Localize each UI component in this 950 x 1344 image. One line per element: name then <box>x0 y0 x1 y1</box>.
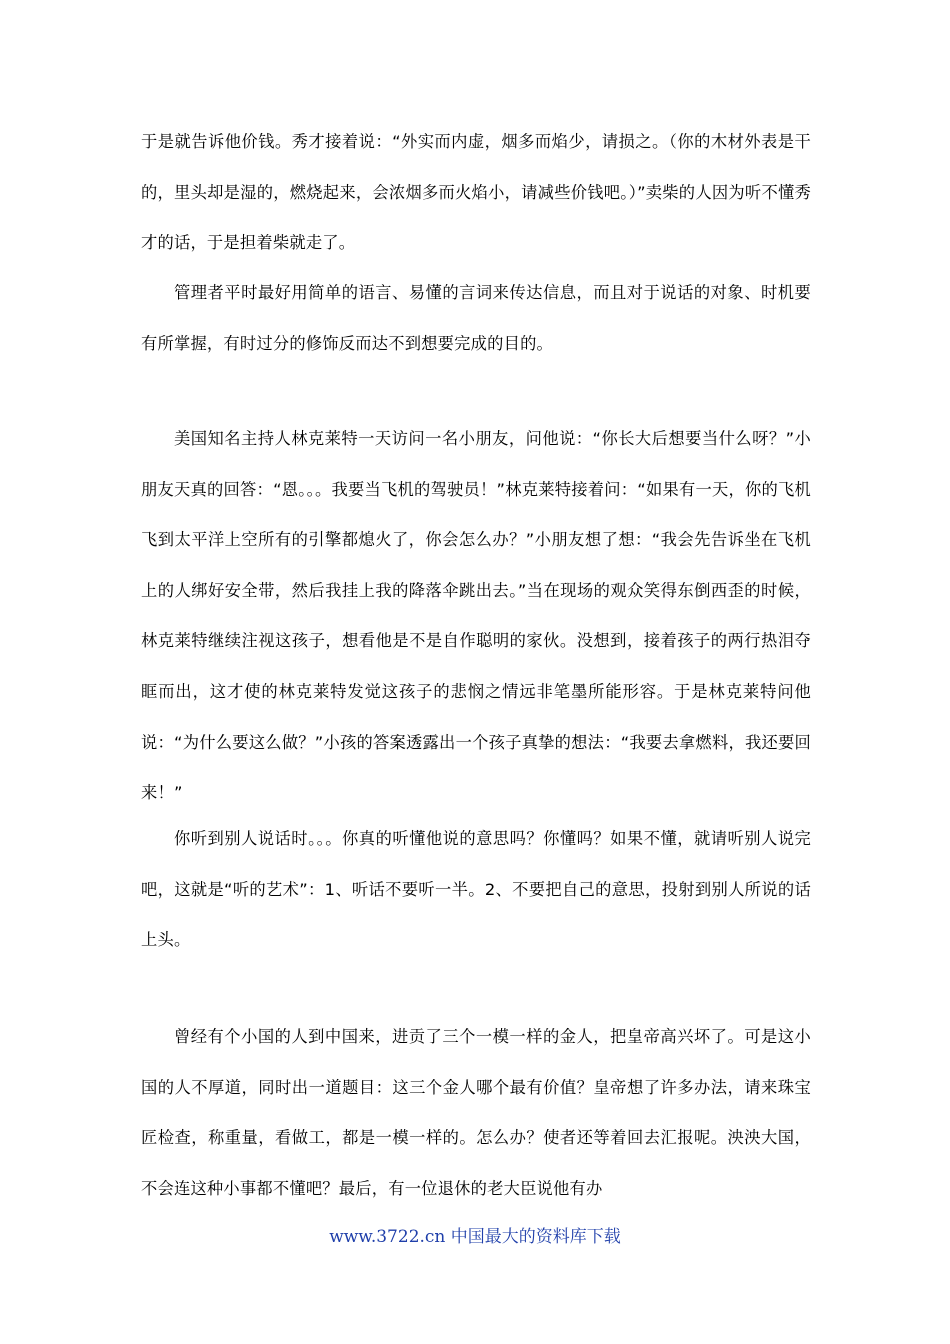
footer-url-link[interactable]: www.3722.cn <box>329 1227 446 1247</box>
paragraph-3: 美国知名主持人林克莱特一天访问一名小朋友，问他说：“你长大后想要当什么呀？”小朋友天真的回答：“恩。。。我要当飞机的驾驶员！”林克莱特接着问：“如果有一天，你的飞机飞到太平洋上空所有的引擎都熄火了，你会怎么办？”小朋友想了想：“我会先告诉坐在飞机上的人绑好安全带，然后我挂上我的降落伞跳出去。”当在现场的观众笑得东倒西歪的时候，林克莱特继续注视这孩子，想看他是不是自作聪明的家伙。没想到，接着孩子的两行热泪夺眶而出，这才使的林克莱特发觉这孩子的悲悯之情远非笔墨所能形容。于是林克莱特问他说：“为什么要这么做？”小孩的答案透露出一个孩子真挚的想法：“我要去拿燃料，我还要回来！” <box>141 429 811 803</box>
paragraph-2: 管理者平时最好用简单的语言、易懂的言词来传达信息，而且对于说话的对象、时机要有所掌握，有时过分的修饰反而达不到想要完成的目的。 <box>141 283 811 353</box>
paragraph-5: 曾经有个小国的人到中国来，进贡了三个一模一样的金人，把皇帝高兴坏了。可是这小国的人不厚道，同时出一道题目：这三个金人哪个最有价值？皇帝想了许多办法，请来珠宝匠检查，称重量，看做工，都是一模一样的。怎么办？使者还等着回去汇报呢。泱泱大国，不会连这种小事都不懂吧？最后，有一位退休的老大臣说他有办 <box>141 1027 811 1198</box>
page-footer <box>0 1222 950 1252</box>
paragraph-1: 于是就告诉他价钱。秀才接着说：“外实而内虚，烟多而焰少，请损之。（你的木材外表是干的，里头却是湿的，燃烧起来，会浓烟多而火焰小，请减些价钱吧。）”卖柴的人因为听不懂秀才的话，于是担着柴就走了。 <box>141 132 811 253</box>
footer-description: 中国最大的资料库下载 <box>445 1227 621 1247</box>
paragraph-4: 你听到别人说话时。。。你真的听懂他说的意思吗？你懂吗？如果不懂，就请听别人说完吧，这就是“听的艺术”：1、听话不要听一半。2、不要把自己的意思，投射到别人所说的话上头。 <box>141 829 811 950</box>
